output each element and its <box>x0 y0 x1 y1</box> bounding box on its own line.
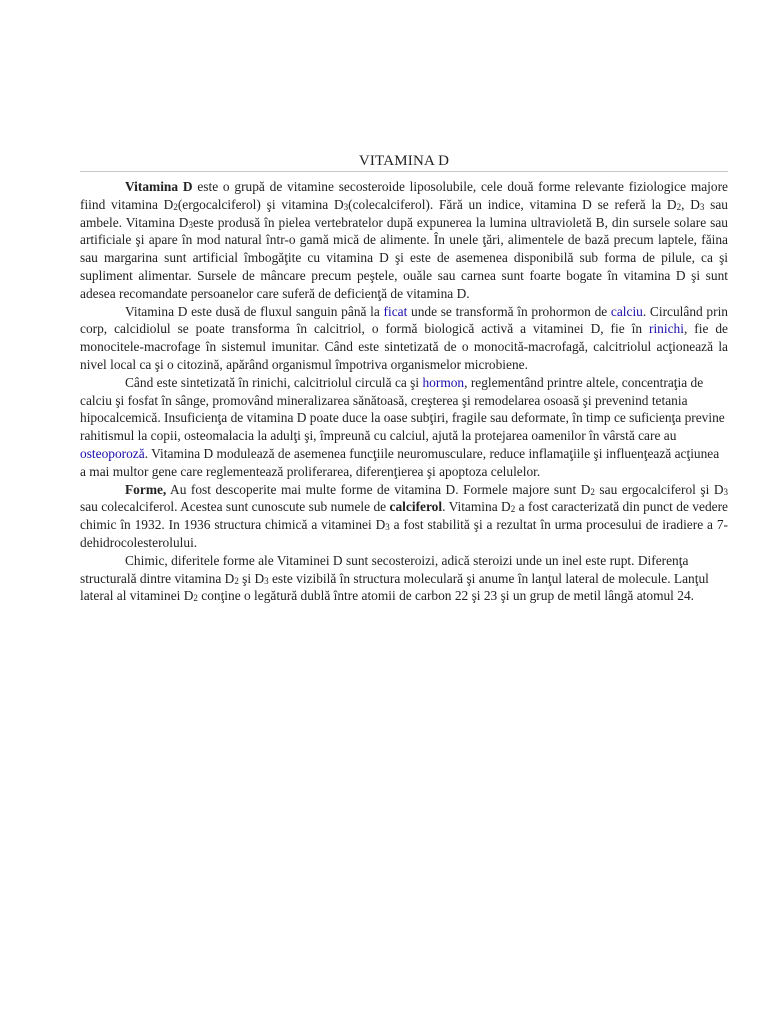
intro-text: este produsă în pielea vertebratelor după expunerea la lumina ultravioletă B, din sursele solare sau artificiale şi apare în mod natural într-o gamă mică de alimente. În unele ţări, alimentele de bază precum laptele, făina sau margarina sunt artificial îmbogăţite cu vitamina D şi este de asemenea disponibilă sub forma de pilule, ca şi supliment alimentar. Sursele de mâncare precum peştele, ouăle sau carnea sunt foarte bogate în vitamina D şi sunt adesea recomandate persoanelor care suferă de deficienţă de vitamina D. <box>80 214 728 301</box>
document-body <box>80 178 728 605</box>
subscript: 2 <box>510 504 516 515</box>
chemistry-text: este vizibilă în structura moleculară şi anume în lanţul lateral de molecule. Lanţul lateral al vitaminei D <box>80 570 709 604</box>
transport-text: Vitamina D este dusă de fluxul sanguin până la <box>125 303 384 319</box>
forms-bold-term: Forme, <box>125 481 167 497</box>
subscript: 3 <box>723 486 728 497</box>
intro-bold-term: Vitamina D <box>125 179 193 194</box>
transport-text: , fie de monocitele-macrofage în sistemul imunitar. Când este sintetizată de o monocită-macrofagă, calcitriolul acţionează la nivel local ca şi o citozină, apărând organismul împotriva organismelor microbiene. <box>80 321 728 372</box>
forms-text: sau ergocalciferol şi D <box>594 481 724 497</box>
intro-text: (colecalciferol). Fără un indice, vitamina D se referă la D <box>348 196 677 212</box>
subscript: 3 <box>385 522 390 533</box>
forms-text: a fost stabilită şi a rezultat în urma procesului de iradiere a 7-dehidrocolesterolului. <box>80 517 729 550</box>
subscript: 2 <box>193 593 198 604</box>
paragraph-chemistry <box>80 552 728 605</box>
paragraph-kidney <box>80 374 728 481</box>
subscript: 2 <box>676 201 682 212</box>
chemistry-text: conţine o legătură dublă între atomii de carbon 22 şi 23 şi un grup de metil lângă atomul 24. <box>197 588 694 604</box>
paragraph-forms <box>80 481 728 552</box>
transport-text: . Circulând prin corp, calcidiolul se poate transforma în calcitriol, o formă biologică activă a vitaminei D, fie în <box>80 303 728 337</box>
link-osteoporoza[interactable]: osteoporoză <box>80 445 145 461</box>
forms-text: . Vitamina D <box>442 499 511 515</box>
kidney-text: , reglementând printre altele, concentraţia de calciu şi fosfat în sânge, promovând mineralizarea sănătoasă, creşterea şi remodelarea osoasă şi prevenind tetania hipocalcemică. Insuficienţa de vitamina D poate duce la oase subţiri, fragile sau deformate, în timp ce suficienţa previne rahitismul la copii, osteomalacia la adulţi şi, împreună cu calciul, ajută la protejarea oamenilor în vârstă care au <box>80 374 725 444</box>
intro-text: este o grupă de vitamine secosteroide liposolubile, cele două forme relevante fiziologice majore fiind vitamina D <box>80 179 729 212</box>
link-hormon[interactable]: hormon <box>422 374 465 390</box>
intro-text: (ergocalciferol) şi vitamina D <box>177 196 344 212</box>
document-page <box>80 152 728 605</box>
kidney-text: . Vitamina D modulează de asemenea funcţiile neuromusculare, reduce inflamaţiile şi influenţează acţiunea a mai multor gene care reglementează proliferarea, diferenţierea şi apoptoza celulelor. <box>80 445 720 479</box>
paragraph-intro <box>80 178 728 303</box>
paragraph-transport <box>80 303 728 374</box>
transport-text: unde se transformă în prohormon de <box>407 303 611 319</box>
subscript: 3 <box>188 219 193 230</box>
subscript: 2 <box>590 486 595 497</box>
chemistry-text: Chimic, diferitele forme ale Vitaminei D sunt secosteroizi, adică steroizi unde un inel este rupt. Diferenţa structurală dintre vitamina D <box>80 552 689 586</box>
subscript: 2 <box>234 575 239 586</box>
kidney-text: Când este sintetizată în rinichi, calcitriolul circulă ca şi <box>125 374 423 390</box>
forms-text: Au fost descoperite mai multe forme de vitamina D. Formele majore sunt D <box>166 481 591 497</box>
forms-text: sau colecalciferol. Acestea sunt cunoscute sub numele de <box>80 499 390 515</box>
document-title: VITAMINA D <box>80 152 728 172</box>
subscript: 3 <box>699 201 705 212</box>
forms-text: a fost caracterizată din punct de vedere chimic în 1932. In 1936 structura chimică a vitaminei D <box>80 499 728 533</box>
intro-text: sau ambele. Vitamina D <box>80 196 728 230</box>
link-ficat[interactable]: ficat <box>383 303 408 319</box>
link-calciu[interactable]: calciu <box>610 303 643 319</box>
link-rinichi[interactable]: rinichi <box>649 321 684 337</box>
intro-text: , D <box>681 196 700 212</box>
subscript: 2 <box>173 201 178 212</box>
chemistry-text: şi D <box>238 570 265 586</box>
subscript: 3 <box>343 201 349 212</box>
subscript: 3 <box>264 575 269 586</box>
calciferol-bold-term: calciferol <box>389 499 443 515</box>
